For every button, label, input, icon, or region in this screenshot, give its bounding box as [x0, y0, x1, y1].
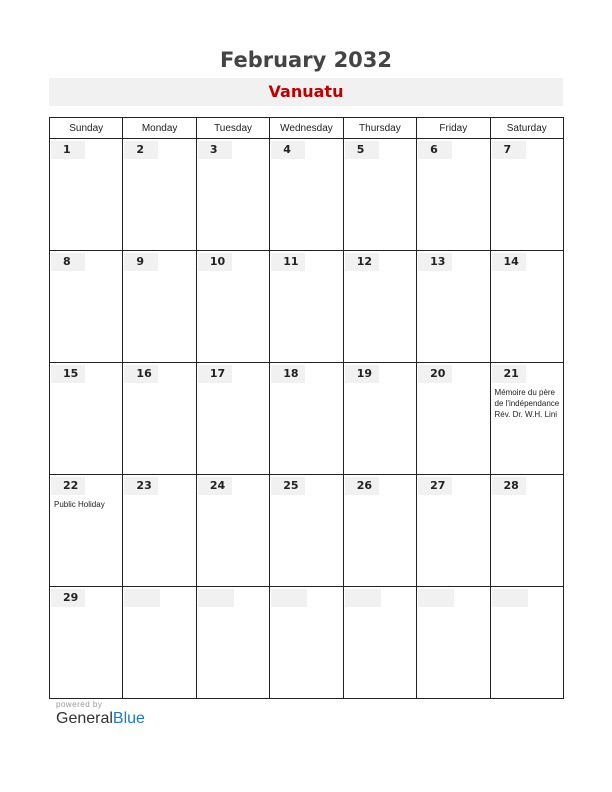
day-number: 5 — [345, 141, 379, 159]
day-cell — [490, 363, 563, 475]
weekday-header: Thursday — [343, 118, 416, 139]
brand-name-blue: Blue — [112, 710, 145, 727]
day-cell — [417, 587, 490, 699]
day-cell — [343, 587, 416, 699]
day-number: 20 — [418, 365, 452, 383]
day-number: 28 — [492, 477, 526, 495]
day-cell — [417, 139, 490, 251]
brand-name-general: General — [56, 710, 113, 727]
holiday-note — [270, 383, 342, 387]
weekday-header-row — [50, 118, 564, 139]
weekday-header: Sunday — [50, 118, 123, 139]
holiday-note — [50, 271, 122, 275]
day-cell — [270, 363, 343, 475]
holiday-note — [197, 383, 269, 387]
day-number: 19 — [345, 365, 379, 383]
day-cell — [50, 251, 123, 363]
weekday-header: Monday — [123, 118, 196, 139]
day-number: 21 — [492, 365, 526, 383]
day-cell — [50, 587, 123, 699]
day-cell — [490, 139, 563, 251]
day-cell — [123, 475, 196, 587]
holiday-note — [270, 271, 342, 275]
holiday-note — [50, 607, 122, 611]
weekday-header: Saturday — [490, 118, 563, 139]
day-cell — [270, 251, 343, 363]
day-number: 9 — [124, 253, 158, 271]
day-cell — [417, 475, 490, 587]
week-row — [50, 587, 564, 699]
day-number — [345, 589, 381, 607]
day-number: 23 — [124, 477, 158, 495]
holiday-note — [491, 159, 563, 163]
holiday-note — [197, 159, 269, 163]
holiday-note — [417, 271, 489, 275]
day-cell — [343, 251, 416, 363]
day-number: 22 — [51, 477, 85, 495]
day-cell — [50, 363, 123, 475]
day-cell — [123, 139, 196, 251]
holiday-note — [50, 159, 122, 163]
holiday-note — [344, 495, 416, 499]
page-title: February 2032 — [219, 48, 393, 72]
day-cell — [343, 475, 416, 587]
day-number: 15 — [51, 365, 85, 383]
holiday-note — [344, 383, 416, 387]
day-cell — [196, 363, 269, 475]
day-number: 4 — [271, 141, 305, 159]
holiday-note — [270, 495, 342, 499]
day-cell — [123, 587, 196, 699]
day-cell — [343, 363, 416, 475]
holiday-note — [270, 159, 342, 163]
day-cell — [123, 363, 196, 475]
holiday-note: Public Holiday — [54, 500, 105, 509]
day-number: 8 — [51, 253, 85, 271]
day-cell — [50, 475, 123, 587]
holiday-note — [123, 159, 195, 163]
day-cell — [123, 251, 196, 363]
holiday-note — [417, 159, 489, 163]
holiday-note — [123, 271, 195, 275]
day-number: 7 — [492, 141, 526, 159]
holiday-note — [50, 383, 122, 387]
weekday-header: Tuesday — [196, 118, 269, 139]
day-number: 17 — [198, 365, 232, 383]
day-number: 24 — [198, 477, 232, 495]
weekday-header: Wednesday — [270, 118, 343, 139]
holiday-note — [417, 383, 489, 387]
week-row — [50, 251, 564, 363]
day-cell — [196, 587, 269, 699]
day-number: 2 — [124, 141, 158, 159]
day-cell — [50, 139, 123, 251]
powered-by-text: powered by — [56, 700, 103, 709]
holiday-note — [123, 383, 195, 387]
day-number — [418, 589, 454, 607]
day-number: 27 — [418, 477, 452, 495]
day-cell — [270, 475, 343, 587]
day-number — [124, 589, 160, 607]
day-number — [492, 589, 528, 607]
week-row — [50, 363, 564, 475]
holiday-note — [197, 495, 269, 499]
day-number — [271, 589, 307, 607]
day-number: 6 — [418, 141, 452, 159]
holiday-note — [491, 271, 563, 275]
day-number: 1 — [51, 141, 85, 159]
day-cell — [270, 587, 343, 699]
day-cell — [343, 139, 416, 251]
week-row — [50, 139, 564, 251]
calendar-grid — [49, 117, 564, 699]
day-number: 16 — [124, 365, 158, 383]
holiday-note — [491, 495, 563, 499]
day-number — [198, 589, 234, 607]
brand-logo — [56, 710, 145, 728]
week-row — [50, 475, 564, 587]
day-cell — [270, 139, 343, 251]
day-number: 10 — [198, 253, 232, 271]
day-cell — [196, 475, 269, 587]
country-name: Vanuatu — [49, 78, 563, 106]
day-number: 12 — [345, 253, 379, 271]
day-cell — [417, 363, 490, 475]
day-cell — [490, 475, 563, 587]
day-number: 11 — [271, 253, 305, 271]
holiday-note — [197, 271, 269, 275]
holiday-note — [417, 495, 489, 499]
day-cell — [417, 251, 490, 363]
weekday-header: Friday — [417, 118, 490, 139]
day-number: 29 — [51, 589, 85, 607]
holiday-note — [344, 159, 416, 163]
day-cell — [490, 251, 563, 363]
day-cell — [196, 251, 269, 363]
day-number: 18 — [271, 365, 305, 383]
day-number: 13 — [418, 253, 452, 271]
holiday-note: Mémoire du père de l'indépendance Rév. Dr. W.H. Lini — [494, 388, 560, 419]
day-number: 3 — [198, 141, 232, 159]
footer — [56, 700, 145, 728]
day-cell — [196, 139, 269, 251]
day-number: 26 — [345, 477, 379, 495]
day-number: 14 — [492, 253, 526, 271]
day-cell — [490, 587, 563, 699]
day-number: 25 — [271, 477, 305, 495]
holiday-note — [123, 495, 195, 499]
holiday-note — [344, 271, 416, 275]
